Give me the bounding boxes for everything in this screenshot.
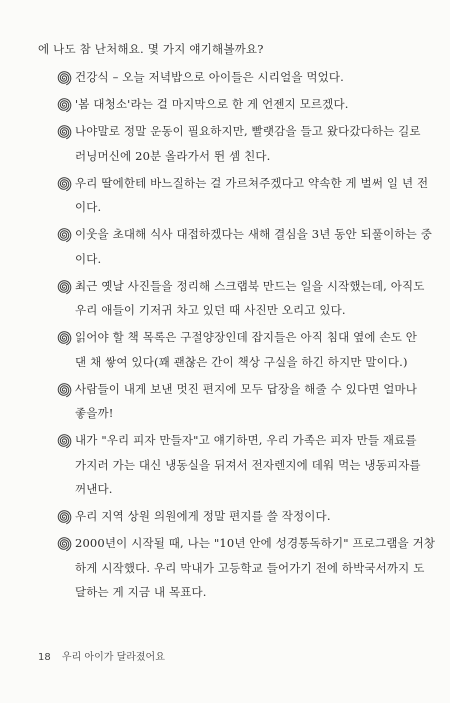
list-item	[56, 123, 436, 168]
text-line: 최근 옛날 사진들을 정리해 스크랩북 만드는 일을 시작했는데, 아직도	[75, 278, 425, 293]
list-item-text	[75, 531, 436, 605]
page-number: 18	[38, 652, 51, 663]
text-line: 가지러 가는 대신 냉동실을 뒤져서 전자렌지에 데워 먹는 냉동피자를	[75, 457, 421, 472]
text-line: 달하는 게 지금 내 목표다.	[75, 585, 207, 599]
text-line: 댄 채 쌓여 있다(꽤 괜찮은 간이 책상 구실을 하긴 하지만 말이다.)	[75, 354, 408, 369]
spiral-icon	[56, 433, 72, 449]
text-line: 우리 딸에한테 바느질하는 걸 가르쳐주겠다고 약속한 게 벌써 일 년 전	[75, 175, 429, 190]
list-item-text	[75, 171, 436, 220]
list-item	[56, 278, 436, 323]
list-item-text	[75, 222, 436, 271]
spiral-icon	[56, 176, 72, 192]
list-item	[56, 432, 436, 502]
page-footer	[38, 648, 165, 663]
spiral-icon	[56, 124, 72, 140]
list-item	[56, 226, 436, 271]
list-item	[56, 329, 436, 374]
text-line: 나야말로 정말 운동이 필요하지만, 빨랫감을 들고 왔다갔다하는 길로	[75, 124, 421, 138]
list-item	[56, 96, 436, 117]
list-item	[56, 69, 436, 90]
list-item-text	[75, 92, 436, 117]
running-title: 우리 아이가 달라졌어요	[61, 652, 165, 663]
list-item	[56, 381, 436, 426]
list-item	[56, 175, 436, 220]
bullet-list	[56, 69, 436, 611]
text-line: 좋을까!	[75, 406, 114, 420]
list-item-text	[75, 428, 436, 502]
spiral-icon	[56, 330, 72, 346]
list-item-text	[75, 274, 436, 323]
list-item-text	[75, 377, 436, 426]
text-line: 하게 시작했다. 우리 막내가 고등학교 들어가기 전에 하박국서까지 도	[75, 560, 425, 575]
list-item	[56, 535, 436, 605]
list-item-text	[75, 119, 436, 168]
text-line: 우리 지역 상원 의원에게 정말 편지를 쓸 작정이다.	[75, 509, 331, 523]
text-line: 이다.	[75, 251, 102, 266]
spiral-icon	[56, 279, 72, 295]
text-line: 읽어야 할 책 목록은 구절양장인데 잡지들은 아직 침대 옆에 손도 안	[75, 330, 418, 344]
spiral-icon	[56, 97, 72, 113]
text-line: 사람들이 내게 보낸 멋진 편지에 모두 답장을 해줄 수 있다면 얼마나	[75, 381, 418, 396]
text-line: '봄 대청소'라는 걸 마지막으로 한 게 언젠지 모르겠다.	[75, 97, 349, 111]
text-line: 우리 애들이 기저귀 차고 있던 때 사진만 오리고 있다.	[75, 303, 346, 317]
list-item	[56, 508, 436, 529]
list-item-text	[75, 65, 436, 90]
spiral-icon	[56, 509, 72, 525]
list-item-text	[75, 504, 436, 529]
spiral-icon	[56, 227, 72, 243]
text-line: 이다.	[75, 200, 102, 214]
spiral-icon	[56, 536, 72, 552]
text-line: 이웃을 초대해 식사 대접하겠다는 새해 결심을 3년 동안 되풀이하는 중	[75, 227, 432, 241]
intro-line: 에 나도 참 난처해요. 몇 가지 얘기해볼까요?	[38, 42, 264, 56]
spiral-icon	[56, 70, 72, 86]
text-line: 꺼낸다.	[75, 482, 113, 496]
spiral-icon	[56, 382, 72, 398]
text-line: 2000년이 시작될 때, 나는 "10년 안에 성경통독하기" 프로그램을 거창	[75, 536, 436, 550]
text-line: 건강식 – 오늘 저녁밥으로 아이들은 시리얼을 먹었다.	[75, 70, 344, 84]
list-item-text	[75, 325, 436, 374]
text-line: 내가 "우리 피자 만들자"고 얘기하면, 우리 가족은 피자 만들 재료를	[75, 433, 417, 447]
text-line: 러닝머신에 20분 올라가서 뛴 셈 친다.	[75, 148, 271, 163]
